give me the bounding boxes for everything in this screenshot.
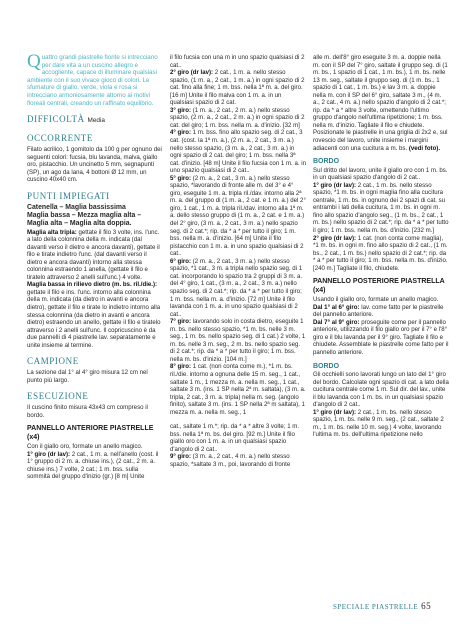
rilievo-paragraph: Maglia bassa in rilievo dietro (m. bs. ril./die.): gettate il filo e ins. l'unc. intorno alla colonnina della m. indicata (da dietro in avanti e ancora dietro), gettate il filo e tirate lo indietro intorno alla stessa colonnina (da dietro in avanti e ancora dietro) estraendo un anello, gettate il filo e tiratelo attraverso i 2 anelli sull'unc. Il copricuscino è da due pannelli di 4 piastrelle lav. separatamente e unite insieme al termine. — [27, 281, 161, 349]
esecuzione-heading: ESECUZIONE — [27, 391, 89, 402]
col3-lead: alle m. dell'8° giro eseguite 3 m. a. doppie nella m. con il SP del 7° giro, saltate il gruppo seg. di (1 m. bs., 1 spazio di 1 cat., 1 m. bs.), 1 m. bs. nelle 13 m. seg., saltate il gruppo seg. di (1 m. bs., 1 spazio di 1 cat., 1 m. bs.) e lav 3 m. a. doppie nella m. con il SP del 6° giro, saltate 3 m., (4 m. a., 2 cat., 4 m. a.) nello spazio d'angolo di 2 cat.*; rip. da * a * altre 3 volte, omettendo l'ultimo gruppo d'angolo nell'ultima ripetizione; 1 m. bss. nella m. d'inizio. Tagliate il filo e chiudete. Posizionate le piastrelle in una griglia di 2x2 e, sul rovescio del lavoro, unite insieme i margini adiacenti con una cucitura a m. bs. (vedi foto). — [313, 54, 448, 152]
page-footer — [333, 601, 431, 611]
maglie-line: Maglia bassa – Mezza maglia alta – Maglia alta – Maglia alta doppia. — [27, 212, 142, 228]
giro-2-paragraph: 2° giro (dr lav): 2 cat., 1 m. a. nello stesso spazio, (1 m. a., 2 cat., 1 m. a.) in ogni spazio di 2 cat. fino alla fine; 1 m. bss. nella 1ª m. a. del giro. [16 m] Unite il filo malva con 1 m. a. in un qualsiasi spazio di 2 cat. — [170, 69, 305, 107]
bordo-posteriore-heading: BORDO — [313, 362, 340, 370]
column-3 — [313, 54, 449, 439]
punti-heading: PUNTI IMPIEGATI — [27, 190, 110, 201]
giro-1-paragraph: 1° giro (dr lav): 2 cat., 1 m. a. nell'anello (cost. il 1° gruppo di 2 m. a. chiuse ins.), (2 cat., 2 m. a. chiuse ins.) 7 volte, 2 cat.; 1 m. bss. sulla sommità del gruppo d'inizio (gr.) [8 m] Unite — [27, 450, 159, 481]
campione-heading: CAMPIONE — [27, 356, 79, 367]
difficulty-level: Media — [87, 117, 105, 125]
pannello-posteriore-heading: PANNELLO POSTERIORE PIASTRELLA (x4) — [313, 278, 445, 294]
column-2 — [170, 54, 306, 469]
giro-4-paragraph: 4° giro: 1 m. bss. fino allo spazio seg. di 2 cat., 3 cat. (cost. la 1ª m. a.), (2 m. a., 2 cat., 3 m. a.) nello stesso spazio, (3 m. a., 2 cat., 3 m. a.) in ogni spazio di 2 cat. del giro; 1 m. bss. nella 3ª cat. d'inizio. [48 m] Unite il filo fucsia con 1 m. a. in uno spazio qualsiasi di 2 cat.. — [170, 129, 306, 175]
giro-5-paragraph: 5° giro: (2 m. a., 2 cat., 3 m. a.) nello stesso spazio, *lavorando di fronte alle m. del 3° e 4° giro, eseguite 1 m. a. tripla ril./dav. intorno alla 2ª m. a. del gruppo di (1 m. a., 2 cat. e 1 m. a.) del 2° giro, 1 cat., 1 m. a. tripla ril./dav. intorno alla 1ª m. a. dello stesso gruppo di (1 m. a., 2 cat. e 1 m. a.) del 2° giro, (3 m. a., 2 cat., 3 m. a.) nello spazio seg. di 2 cat.*; rip. da * a * per tutto il giro; 1 m. bss. nella m. a. d'inizio. [64 m] Unite il filo pistacchio con 1 m. a. in uno spazio qualsiasi di 2 cat.. — [170, 174, 306, 258]
catenella-line: Catenella – Maglia bassissima — [27, 203, 126, 211]
pannello-anteriore-heading: PANNELLO ANTERIORE PIASTRELLE (x4) — [27, 425, 154, 441]
col2-lead: il filo fucsia con una m in uno spazio qualsiasi di 2 cat.. — [170, 54, 305, 69]
giro-9-paragraph: 9° giro: (3 m. a., 2 cat., 4 m. a.) nello stesso spazio, *saltate 3 m., poi, lavorando di fronte — [170, 453, 291, 468]
bordo-giro-1: 1° giro (dr lav): 2 cat., 1 m. bs. nello stesso spazio, *1 m. bs. in ogni maglia fino alla cucitura centrale, 1 m. bs. in ognuno dei 2 spazi di cat. su entrambi i lati della cucitura, 1 m. bs. in ogni m. fino allo spazio d'angolo seg., (1 m. bs., 2 cat., 1 m. bs.) nello spazio di 2 cat.*; rip. da * a * per tutto il giro; 1 m. bss. nella m. bs. d'inizio. [232 m.] — [313, 181, 449, 235]
maglia-alta-tripla-paragraph: Maglia alta tripla: gettate il filo 3 volte, ins. l'unc. a lato della colonnina della m. indicata (dal davanti verso il dietro e ancora davanti), gettate il filo e tirate indietro l'unc. (dal davanti verso il dietro e ancora davanti) intorno alla stessa colonnina estraendo 1 anella, (gettate il filo e tiratelo attraverso 2 anelli sull'unc.) 4 volte. — [27, 228, 160, 281]
pannello-intro: Con il giallo oro, formate un anello magico. — [27, 443, 143, 451]
giro-6-paragraph: 6° giro: (2 m. a., 2 cat., 3 m. a.) nello stesso spazio, *1 cat., 3 m. a tripla nello spazio seg. di 1 cat. incorporando lo spazio tra 2 gruppi di 3 m. a. del 4° giro, 1 cat., (3 m. a., 2 cat., 3 m. a.) nello spazio seg. di 2 cat.*; rip. da * a * per tutto il giro; 1 m. bss. nella m. a. d'inizio. [72 m] Unite il filo lavanda con 1 m. a. in uno spazio qualsiasi di 2 cat.. — [170, 257, 303, 318]
occorrente-text: Filato acrilico, 1 gomitolo da 100 g per ognuno dei seguenti colori: fucsia, blu lavanda, malva, giallo oro, pistacchio. Un uncinetto 5 mm, segnapunti (SP), un ago da lana, 4 bottoni Ø 12 mm, un cuscino 40x40 cm. — [27, 146, 162, 184]
giro-8-continued: cat., saltate 1 m.*; rip. da * a * altre 3 volte; 1 m. bss. nella 1ª m. bs. del giro. [92 m.] Unite il filo giallo oro con 1 m. a. in un qualsiasi spazio d'angolo di 2 cat.. — [170, 423, 300, 453]
campione-text: La sezione dal 1° al 4° giro misura 12 cm nel punto più largo. — [27, 369, 148, 384]
dal-1-al-6-paragraph: Dal 1° al 6° giro: lav. come fatto per le piastrelle del pannello anteriore. — [313, 303, 444, 319]
occorrente-heading: OCCORRENTE — [27, 133, 94, 144]
posteriore-intro: Usando il giallo oro, formate un anello magico. — [313, 296, 439, 304]
giro-7-paragraph: 7° giro: lavorando solo in costa dietro, eseguite 1 m. bs. nello stesso spazio, *1 m. bs. nelle 3 m. seg., 1 m. bs. nello spazio seg. di 1 cat.) 2 volte, 1 m. bs. nelle 3 m. seg., 2 m. bs. nello spazio seg. di 2 cat.*; rip. da * a * per tutto il giro; 1 m. bss. nella m. bs. d'inizio. [104 m.] — [170, 318, 306, 363]
column-1 — [27, 51, 162, 481]
bordo-posteriore-giro-1: 1° giro (dr lav): 2 cat., 1 m. bs. nello stesso spazio, 1 m. bs. nelle 9 m. seg., (2 cat., saltate 2 m., 1 m. bs. nelle 10 m. seg.) 4 volte, lavorando l'ultima m. bs. dell'ultima ripetizione nello — [313, 408, 444, 439]
bordo-intro: Sul dritto del lavoro, unite il giallo oro con 1 m. bs. in un qualsiasi spazio d'angolo di 2 cat.. — [313, 166, 448, 182]
bordo-heading: BORDO — [313, 158, 340, 166]
intro-paragraph: Quattro grandi piastrelle fiorite si intrecciano per dare vita a un cuscino allegro e accogliente, capace di illuminare qualsiasi ambiente con il suo vivace gioco di colori. Le sfumature di giallo, verde, viola e rosa si intrecciano armoniosamente attorno ai motivi floreali centrali, creando un raffinato equilibrio. — [27, 51, 158, 107]
bordo-posteriore-intro: Gli occhielli sono lavorati lungo un lato del 1° giro del bordo. Calcolate ogni spazio di cat. a lato della cucitura centrale come 1 m. Sul dir. del lav., unite il blu lavanda con 1 m. bs. in un qualsiasi spazio d'angolo di 2 cat.. — [313, 371, 449, 409]
drop-cap: Q — [27, 51, 41, 72]
page-number: 65 — [421, 601, 432, 611]
bordo-giro-2: 2° giro (dr lav): 1 cat. (non conta come maglia), *1 m. bs. in ogni m. fino allo spazio di 2 cat., (1 m. bs., 2 cat., 1 m. bs.) nello spazio di 2 cat.*; rip. da * a * per tutto il giro; 1 m. bss. nella m. bs. d'inizio. [240 m.] Tagliate il filo, chiudete. — [313, 234, 448, 272]
section-name: SPECIALE PIASTRELLE — [333, 603, 419, 611]
difficulty-heading: DIFFICOLTÀ Media — [27, 114, 105, 125]
dal-7-al-9-paragraph: Dal 7° al 9° giro: proseguite come per il pannello anteriore, utilizzando il filo giallo oro per il 7° e l'8° giro e il blu lavanda per il 9° giro. Tagliate il filo e chiudete. Assemblate le piastrelle come fatto per il pannello anteriore. — [313, 318, 449, 356]
giro-8-paragraph: 8° giro: 1 cat. (non conta come m.), *1 m. bs. ril./die. intorno a ognuna delle 15 m. seg., 1 cat., saltate 1 m., 1 mezza m. a. nella m. seg., 1 cat., saltate 3 m. (ins. 1 SP nella 2ª m. saltata), (3 m. a. tripla, 2 cat., 3 m. a. tripla) nella m. seg. (angolo finito), saltate 3 m. (ins. 1 SP nella 2ª m saltata), 1 mezza m. a. nella m. seg., 1 — [170, 363, 306, 416]
esecuzione-text: Il cuscino finito misura 43x43 cm compreso il bordo. — [27, 404, 148, 419]
giro-3-paragraph: 3° giro: (1 m. a., 2 cat., 2 m. a.) nello stesso spazio, (2 m. a., 2 cat., 2 m. a.) in ogni spazio di 2 cat. del giro; 1 m. bss. nella m. a. d'inizio. [32 m] — [170, 106, 305, 129]
